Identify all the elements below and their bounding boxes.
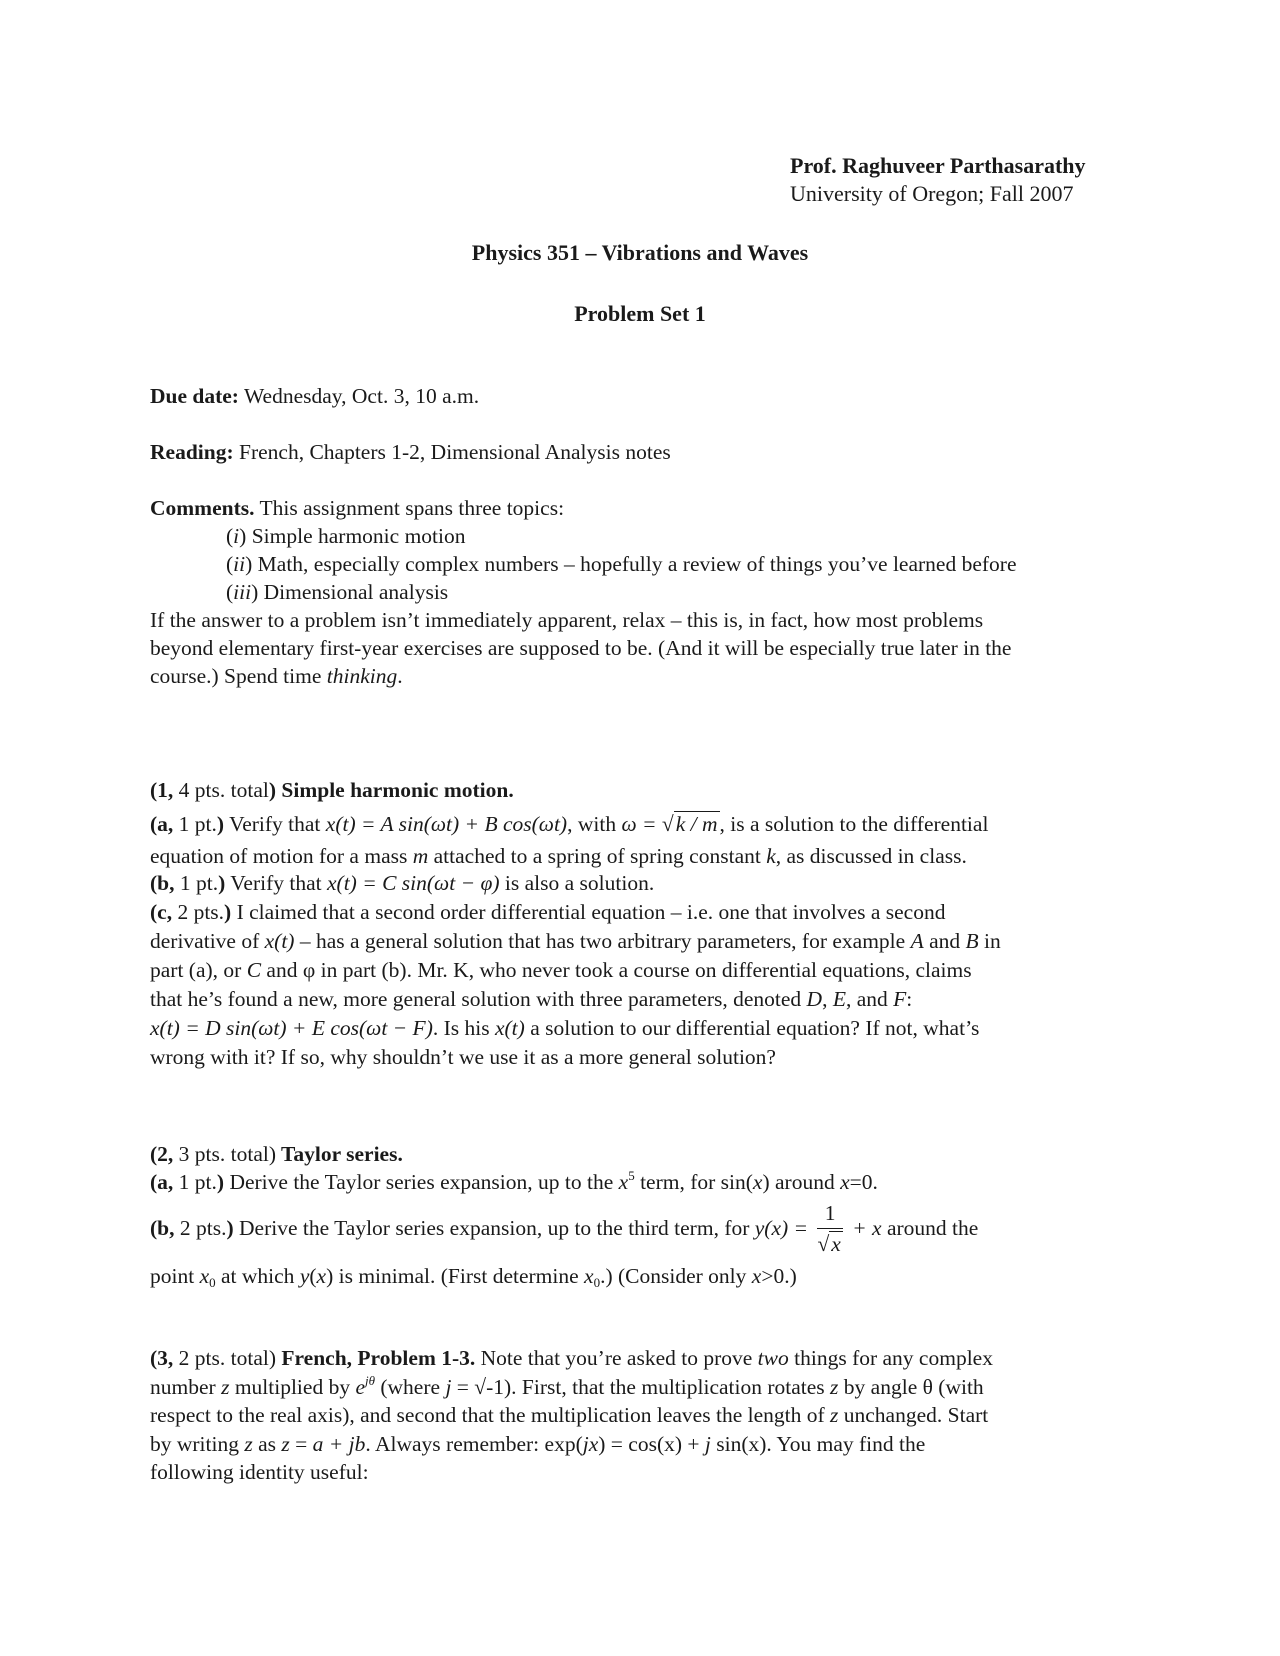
sqrt-symbol: √k / m [661,812,718,836]
problem-2-heading: (2, 3 pts. total) Taylor series. [150,1142,403,1166]
problem-2a: (a, 1 pt.) Derive the Taylor series expansion, up to the $x^5$ term, for sin(x) around x=0. [150,1168,878,1194]
problem-set-title: Problem Set 1 [574,301,706,326]
problem-2b: (b, 2 pts.) Derive the Taylor series expansion, up to the third term, for y(x) = $\frac{1}{√x}$ + x around the [150,1196,1130,1261]
topic-item: (i) Simple harmonic motion [226,524,466,548]
course-title: Physics 351 – Vibrations and Waves [471,240,809,265]
reading: Reading: French, Chapters 1-2, Dimensional Analysis notes [150,440,671,464]
problem-1b: (b, 1 pt.) Verify that x(t) = C sin(ωt − φ) is also a solution. [150,871,655,895]
problem-1-heading: (1, 4 pts. total) Simple harmonic motion. [150,778,514,802]
due-date: Due date: Wednesday, Oct. 3, 10 a.m. [150,384,480,408]
fraction: $\frac{1}{√x}$ [817,1198,842,1259]
affiliation: University of Oregon; Fall 2007 [790,181,1074,206]
problem-1 [150,776,1130,804]
comments-section: Comments. This assignment spans three topics: (i) Simple harmonic motion (ii) Math, especially complex numbers – hopefully a review of things you’ve learned before (iii) Dimensional analysis If the answer to a problem isn’t immediately apparent, relax – this is, in fact, how most problems beyond elementary first-year exercises are supposed to be. (And it will be especially true later in the course.) Spend time thinking. [150,494,1130,690]
problem-2b-continued: point $x_0$ at which y(x) is minimal. (First determine $x_0$.) (Consider only x>0.) [150,1264,797,1290]
author-name: Prof. Raghuveer Parthasarathy [790,153,1086,178]
sqrt-symbol: √x [817,1231,841,1256]
problem-1c: (c, 2 pts.) I claimed that a second order differential equation – i.e. one that involves a second derivative of x(t) – has a general solution that has two arbitrary parameters, for example A and B in part (a), or C and φ in part (b). Mr. K, who never took a course on differential equations, claims that he’s found a new, more general solution with three parameters, denoted D, E, and F: x(t) = D sin(ωt) + E cos(ωt − F). Is his x(t) a solution to our differential equation? If not, what’s wrong with it? If so, why shouldn’t we use it as a more general solution? [150,900,1001,1069]
problem-1a: (a, 1 pt.) Verify that x(t) = A sin(ωt) + B cos(ωt), with ω = √k / m, is a solution to the differential equation of motion for a mass m attached to a spring of spring constant k, as discussed in class. [150,808,1130,872]
problem-2 [150,1140,1130,1196]
topic-item: (ii) Math, especially complex numbers – hopefully a review of things you’ve learned before [226,552,1017,576]
topic-item: (iii) Dimensional analysis [226,580,449,604]
problem-3: (3, 2 pts. total) French, Problem 1-3. Note that you’re asked to prove two things for any complex number z multiplied by $e^{j\theta}$ (where j = √-1). First, that the multiplication rotates z by angle θ (with respect to the real axis), and second that the multiplication leaves the length of z unchanged. Start by writing z as z = a + jb. Always remember: exp(jx) = cos(x) + j sin(x). You may find the following identity useful: [150,1346,993,1484]
